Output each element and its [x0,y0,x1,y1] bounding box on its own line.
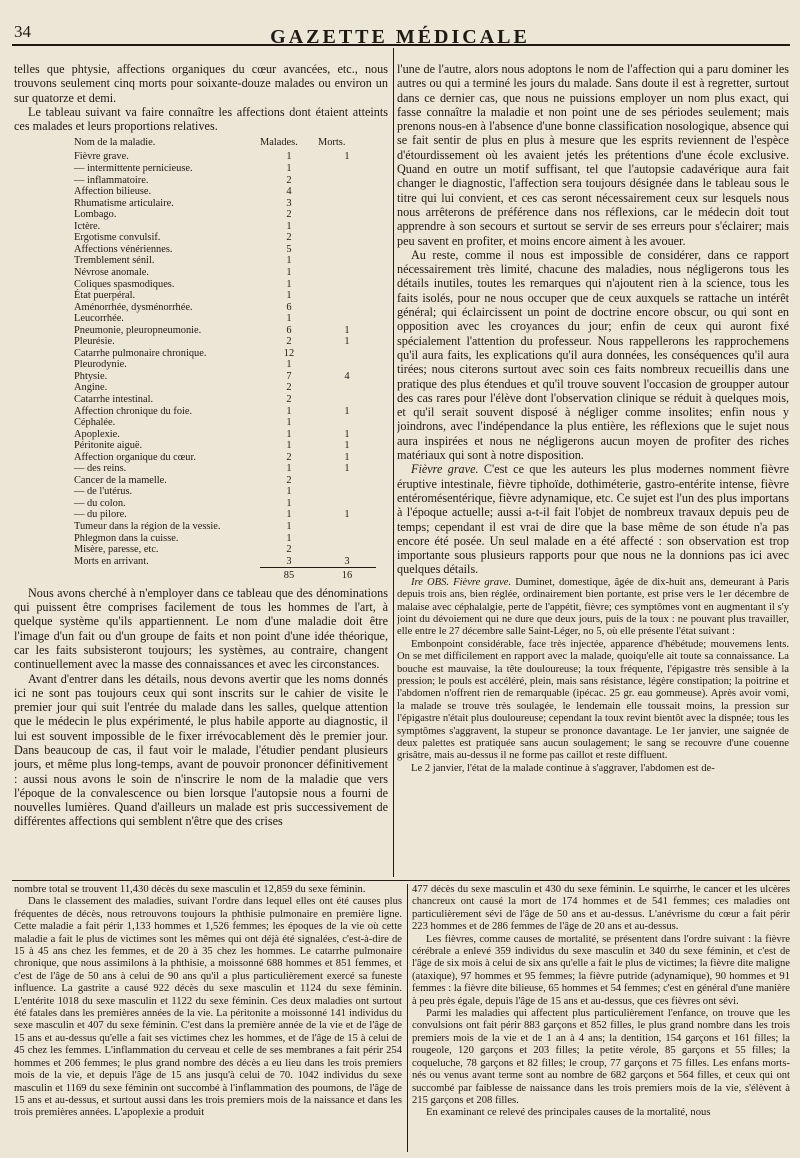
morts-count: 1 [344,324,350,336]
morts-count [318,498,376,510]
observation-block [397,577,789,776]
table-row [74,544,376,556]
disease-name: Affection bilieuse. [74,186,152,198]
malades-count: 3 [286,555,292,567]
right-column [397,62,789,877]
table-row [74,556,376,568]
table-row [74,325,376,337]
malades-count: 2 [286,174,292,186]
disease-name: Névrose anomale. [74,266,150,278]
column-header-morts: Morts. [318,137,346,149]
table-row [74,232,376,244]
disease-name: Catarrhe pulmonaire chronique. [74,347,207,359]
table-row [74,302,376,314]
disease-name: Aménorrhée, dysménorrhée. [74,301,193,313]
morts-count [318,221,376,233]
table-row [74,267,376,279]
malades-count: 2 [286,544,292,556]
table-row [74,244,376,256]
disease-name: Tremblement sénil. [74,255,155,267]
paragraph: Embonpoint considérable, face très injectée, apparence d'hébétude; mouvemens lents. On se met difficilement en rapport avec la malade, quoiqu'elle ait toute sa connaissance. La bouche est mauvaise, la tête douloureuse; la toux fréquente, l'épigastre très sensible à la pression; le pouls est accéléré, plein, mais sans résistance, légère constipation; la poitrine et l'abdomen n'offrent rien de remarquable (ipécac. 25 gr. eau gommeuse). Après avoir vomi, la malade se trouve très soulagée, le lendemain elle toussait moins, la pression sur l'épigastre n'était plus douloureuse; cependant la toux revint bientôt avec la dispnée; tous les symptômes s'aggravent, la stupeur se prononce davantage. Le 1er janvier, une saignée de deux palettes est pratiquée sans aucun soulagement; le sang se recouvre d'une couenne grisâtre, mais au-dessus il ne forme pas caillot et reste diffluent. [397,638,789,762]
paragraph: Parmi les maladies qui affectent plus particulièrement l'enfance, on trouve que les convulsions ont fait périr 883 garçons et 852 filles, le plus grand nombre dans les trois premiers mois de la vie et de 1 an à 4 ans; la dentition, 154 garçons et 161 filles; la rougeole, 120 garçons et 203 filles; la petite vérole, 85 garçons et 55 filles; la coqueluche, 78 garçons et 82 filles; le croup, 77 garçons et 75 filles. Les enfans morts-nés ou venus avant terme sont au nombre de 682 garçons et 564 filles, et ceux qui ont succombé par faiblesse de naissance dans les trois premiers mois de la vie, s'élèvent à 215 garçons et 208 filles. [412,1008,790,1106]
malades-count: 1 [286,278,292,290]
table-body [74,151,376,567]
disease-name: Affection organique du cœur. [74,451,196,463]
table-row [74,371,376,383]
disease-name: Pleurésie. [74,336,115,348]
morts-count: 1 [344,440,350,452]
section-label: Fièvre grave. [411,462,479,477]
malades-count: 1 [286,266,292,278]
disease-name: Phlegmon dans la cuisse. [74,532,179,544]
table-row [74,359,376,371]
malades-count: 1 [286,532,292,544]
morts-count [318,209,376,221]
disease-name: Cancer de la mamelle. [74,474,167,486]
morts-count [318,382,376,394]
bottom-right-column [412,884,790,1154]
paragraph: nombre total se trouvent 11,430 décès du sexe masculin et 12,859 du sexe féminin. [14,884,366,895]
table-header-row [74,137,376,151]
malades-count: 12 [283,347,295,359]
morts-count [318,302,376,314]
bottom-column-divider [407,884,408,1152]
morts-count: 1 [344,405,350,417]
total-morts: 16 [318,568,376,582]
malades-count: 1 [286,220,292,232]
table-row [74,279,376,291]
disease-name: Pneumonie, pleuropneumonie. [74,324,202,336]
malades-count: 6 [286,301,292,313]
left-column [14,62,388,877]
column-divider [393,48,394,877]
malades-count: 7 [286,370,292,382]
malades-count: 2 [286,451,292,463]
total-malades: 85 [260,568,318,582]
malades-count: 2 [286,382,292,394]
page-header [10,6,790,48]
disease-name: — de l'utérus. [74,486,133,498]
morts-count [318,348,376,360]
disease-name: Morts en arrivant. [74,555,149,567]
malades-count: 4 [286,186,292,198]
morts-count [318,533,376,545]
disease-name: Céphalée. [74,417,116,429]
table-row [74,290,376,302]
malades-count: 1 [286,428,292,440]
table-row [74,198,376,210]
disease-name: — inflammatoire. [74,174,149,186]
malades-count: 1 [286,359,292,371]
table-row [74,440,376,452]
table-row [74,348,376,360]
paragraph: telles que phtysie, affections organiques du cœur avancées, etc., nous trouvons seulement cinq morts pour soixante-douze malades ou environ un sur quatorze et demi. [14,62,388,105]
table-row [74,175,376,187]
morts-count [318,486,376,498]
malades-count: 3 [286,197,292,209]
morts-count [318,290,376,302]
observation-text: Duminet, domestique, âgée de dix-huit ans, demeurant à Paris depuis trois ans, bien réglée, ordinairement bien portante, est prise vers le 1er décembre de malaise avec céphalalgie, perte de l'appétit, fièvre; ces symptômes vont en augmentant il s'y joint du dévoiement qui ne dure que deux jours, puis de la toux : ne pouvant plus travailler, elle entre le 27 décembre salle Saint-Léger, no 5, où elle présente l'état suivant : [397,576,789,638]
malades-count: 1 [286,405,292,417]
column-header-name: Nom de la maladie. [74,137,156,149]
morts-count [318,544,376,556]
morts-count [318,359,376,371]
malades-count: 1 [286,163,292,175]
table-row [74,429,376,441]
table-row [74,151,376,163]
morts-count: 3 [344,555,350,567]
disease-name: Apoplexie. [74,428,120,440]
malades-count: 6 [286,324,292,336]
paragraph [397,462,789,576]
morts-count [318,232,376,244]
table-row [74,186,376,198]
page-number: 34 [14,22,31,41]
morts-count: 4 [344,370,350,382]
table-row [74,382,376,394]
table-row [74,313,376,325]
malades-count: 1 [286,463,292,475]
table-row [74,255,376,267]
disease-name: — intermittente pernicieuse. [74,163,193,175]
table-row [74,498,376,510]
bottom-left-column [14,884,402,1154]
disease-name: Lombago. [74,209,117,221]
morts-count [318,267,376,279]
morts-count [318,313,376,325]
malades-count: 1 [286,520,292,532]
header-rule [12,44,790,46]
morts-count: 1 [344,336,350,348]
malades-count: 1 [286,151,292,163]
paragraph: l'une de l'autre, alors nous adoptons le nom de l'affection qui a paru dominer les autres ou qui a terminé les jours du malade. Sans doute il est à regretter, surtout dans ce dernier cas, que nous ne puissions employer un nom plus exact, qui fasse connaître la maladie et non point une de ses périodes seulement; mais prenons nous-en à l'absence d'une bonne classification nosologique, absence qui se fait sentir de plus en plus à mesure que les esprits reviennent de l'espèce d'étourdissement où les avaient jetés les prétentions d'une école exclusive. Quand en outre un motif suffisant, tel que l'autopsie cadavérique aura fait changer le diagnostic, l'affection sera toujours désignée dans le tableau sous le titre qui lui convient, et ces cas seront nécessairement ceux sur lesquels nous nous arrêterons de préférence dans nos réflexions, car le médecin doit tout apprendre à son secours et surtout se servir de ses erreurs pour s'éclairer; mais peu savent en profiter, et moins encore aiment à les avouer. [397,62,789,248]
morts-count [318,394,376,406]
disease-name: — des reins. [74,463,127,475]
table-row [74,394,376,406]
disease-name: Affection chronique du foie. [74,405,193,417]
table-row [74,406,376,418]
table-row [74,417,376,429]
column-header-malades: Malades. [260,137,298,149]
disease-name: Leucorrhée. [74,313,124,325]
disease-name: Rhumatisme articulaire. [74,197,174,209]
morts-count [318,186,376,198]
paragraph: Les fièvres, comme causes de mortalité, se présentent dans l'ordre suivant : la fièvre cérébrale a enlevé 359 individus du sexe masculin et 340 du sexe féminin, et c'est de l'âge de six mois à celui de six ans qu'elle a fait le plus de victimes; la fièvre dite maligne (ataxique), 97 hommes et 95 femmes; la fièvre putride (adynamique), 90 hommes et 91 femmes : la fièvre dite bilieuse, 65 hommes et 54 femmes; c'est en général d'une manière à peu près égale, depuis l'âge de 15 ans et au-dessus, que ces fièvres ont sévi. [412,933,790,1007]
paragraph: 477 décès du sexe masculin et 430 du sexe féminin. Le squirrhe, le cancer et les ulcères chancreux ont causé la mort de 174 hommes et de 541 femmes; ces maladies ont particulièrement sévi de l'âge de 50 ans et au-dessus. L'anévrisme du cœur a fait périr 223 hommes et de 286 femmes de l'âge de 20 ans et au-dessus. [412,884,790,933]
morts-count: 1 [344,463,350,475]
disease-name: État puerpéral. [74,290,136,302]
morts-count [318,521,376,533]
disease-name: — du colon. [74,497,126,509]
table-row [74,463,376,475]
table-row [74,336,376,348]
paragraph: Le 2 janvier, l'état de la malade continue à s'aggraver, l'abdomen est de- [411,762,715,774]
paragraph [397,577,789,639]
morts-count [318,475,376,487]
disease-name: — du pilore. [74,509,127,521]
morts-count [318,198,376,210]
table-row [74,475,376,487]
section-text: C'est ce que les auteurs les plus modernes nomment fièvre éruptive intestinale, fièvre tiphoïde, dothiméterie, gastro-entérite intense, fièvre entéromésentérique, fièvre adynamique, etc. Ce sujet est l'un des plus importans à l'époque actuelle; aussi a-t-il fait l'objet de nombreux travaux depuis peu de temps; cependant il est vrai de dire que la base même de son étude n'a pas encore été posée. Un seul malade en a été affecté : son observation est trop importante sous plusieurs rapports pour que nous ne la donnions pas ici avec quelques détails. [397,462,789,577]
disease-name: Ictère. [74,220,101,232]
malades-count: 1 [286,255,292,267]
disease-name: Péritonite aiguë. [74,440,143,452]
paragraph: Nous avons cherché à n'employer dans ce tableau que des dénominations qui puissent être comprises facilement de tous les hommes de l'art, à quelque système qu'ils appartiennent. Le nom d'une maladie doit être l'image d'un fait ou d'un groupe de faits et non point d'une idée théorique, car les faits subsisteront toujours; les systèmes, au contraire, changent continuellement avec la masse des connaissances et avec les circonstances. [14,585,388,672]
table-row [74,209,376,221]
malades-count: 1 [286,290,292,302]
table-row [74,533,376,545]
malades-count: 1 [286,417,292,429]
disease-name: Catarrhe intestinal. [74,393,154,405]
disease-name: Tumeur dans la région de la vessie. [74,520,221,532]
disease-name: Affections vénériennes. [74,243,173,255]
disease-name: Ergotisme convulsif. [74,232,161,244]
malades-count: 1 [286,509,292,521]
paragraph: Au reste, comme il nous est impossible de considérer, dans ce rapport nécessairement très limité, chacune des maladies, nous négligerons tous les détails inutiles, toutes les remarques qui n'ajoutent rien à la science, tous les faits isolés, pour ne nous occuper que de ceux auxquels se rattache un intérêt général; qui éclaircissent un point de doctrine encore obscur, ou qui sont en opposition avec les croyances du jour; enfin de ceux qui auront fixé spécialement l'attention du professeur. Nous rappellerons les rapprochemens qu'il aura faits, les explications qu'il aura données, les conséquences qu'il aura tirées; nous citerons surtout avec soin ces faits nombreux recueillis dans une pratique des plus étendues et qu'il trouve souvent l'occasion de groupper autour des cas rares pour l'élève dont l'observation clinique se réduit à quelques mois, et qu'il serait souvent disposé à négliger comme insolites; enfin nous y joindrons, avec l'indépendance la plus entière, les réflexions que le sujet nous aura inspirées et nous ne négligerons aucun moyen de profiter des riches matériaux qui sont à notre disposition. [397,247,789,463]
morts-count [318,163,376,175]
paragraph: Avant d'entrer dans les détails, nous devons avertir que les noms donnés ici ne sont pas toujours ceux qui sont inscrits sur le cahier de visite le premier jour qui suit l'entrée du malade dans les salles, quelque attention que le médecin le plus expérimenté, le plus habile apporte au diagnostic, il lui est souvent impossible de le fixer irrévocablement dès le premier jour. Dans beaucoup de cas, il faut voir le malade, l'étudier pendant plusieurs jours, et même plus long-temps, avant de pouvoir prononcer définitivement : aussi nous avons le soin de n'inscrire le nom de la maladie que vers l'époque de la convalescence ou bien lorsque l'autopsie nous a fourni de nouvelles lumières. Quand d'ailleurs un malade est pris successivement de différentes affections qui semblent n'être que des crises [14,671,388,829]
morts-count [318,175,376,187]
disease-table [74,137,376,581]
table-row [74,163,376,175]
morts-count: 1 [344,151,350,163]
morts-count: 1 [344,428,350,440]
totals-row [74,568,376,582]
malades-count: 1 [286,486,292,498]
table-row [74,521,376,533]
disease-name: Angine. [74,382,108,394]
paragraph: En examinant ce relevé des principales causes de la mortalité, nous [426,1107,711,1119]
table-row [74,221,376,233]
morts-count [318,244,376,256]
malades-count: 2 [286,232,292,244]
malades-count: 2 [286,474,292,486]
observation-label: Ire OBS. Fièvre grave. [411,576,512,588]
disease-name: Fièvre grave. [74,151,129,163]
malades-count: 1 [286,313,292,325]
morts-count: 1 [344,509,350,521]
morts-count [318,279,376,291]
journal-title: GAZETTE MÉDICALE [270,26,530,48]
disease-name: Phtysie. [74,370,108,382]
section-rule [12,880,790,881]
malades-count: 2 [286,393,292,405]
disease-name: Coliques spasmodiques. [74,278,175,290]
morts-count [318,255,376,267]
morts-count [318,417,376,429]
table-row [74,509,376,521]
malades-count: 1 [286,497,292,509]
malades-count: 5 [286,243,292,255]
malades-count: 1 [286,440,292,452]
disease-name: Pleurodynie. [74,359,127,371]
malades-count: 2 [286,336,292,348]
paragraph: Dans le classement des maladies, suivant l'ordre dans lequel elles ont été causes plus fréquentes de décès, nous retrouvons toujours la phthisie pulmonaire en première ligne. Cette maladie a fait périr 1,133 hommes et 1,526 femmes; les époques de la vie où cette maladie a fait le plus de victimes sont les mêmes qui ont déjà été signalées, c'est-à-dire de 15 à 45 ans chez les femmes, et de 20 à 35 chez les hommes. Le catarrhe pulmonaire chronique, que nous assimilons à la phthisie, a moissonné 688 hommes et 851 femmes, et c'est de l'âge de 50 ans à celui de 90 ans qu'il a plus particulièrement exercé sa funeste influence. La gastrite a causé 922 décès du sexe masculin et 1124 du sexe féminin. L'entérite 1018 du sexe masculin et 1122 du sexe féminin. Ces deux maladies ont surtout été fatales dans les premières années de la vie. La péritonite a moissonné 141 individus du sexe masculin et 407 du sexe féminin. C'est dans la première année de la vie et de l'âge de 15 ans et au-dessus qu'elle a fait ses victimes chez les hommes, et de l'âge de 15 à celui de 45 chez les femmes. L'inflammation du cerveau et celle de ses membranes a fait périr 254 hommes et 206 femmes; le plus grand nombre des décès a eu lieu dans les trois premiers mois de la vie, et depuis l'âge de 15 ans jusqu'à celui de 70. 1042 individus du sexe masculin et 1169 du sexe féminin ont succombé à l'inflammation des poumons, de l'âge de 15 ans et au-dessus, et surtout aussi dans les trois premiers mois de la naissance et dans les trois premières années. L'apoplexie a produit [14,896,402,1119]
table-row [74,452,376,464]
table-row [74,486,376,498]
malades-count: 2 [286,209,292,221]
paragraph: Le tableau suivant va faire connaître les affections dont étaient atteints ces malades et leurs proportions relatives. [14,104,388,134]
disease-name: Misère, paresse, etc. [74,544,159,556]
morts-count: 1 [344,451,350,463]
